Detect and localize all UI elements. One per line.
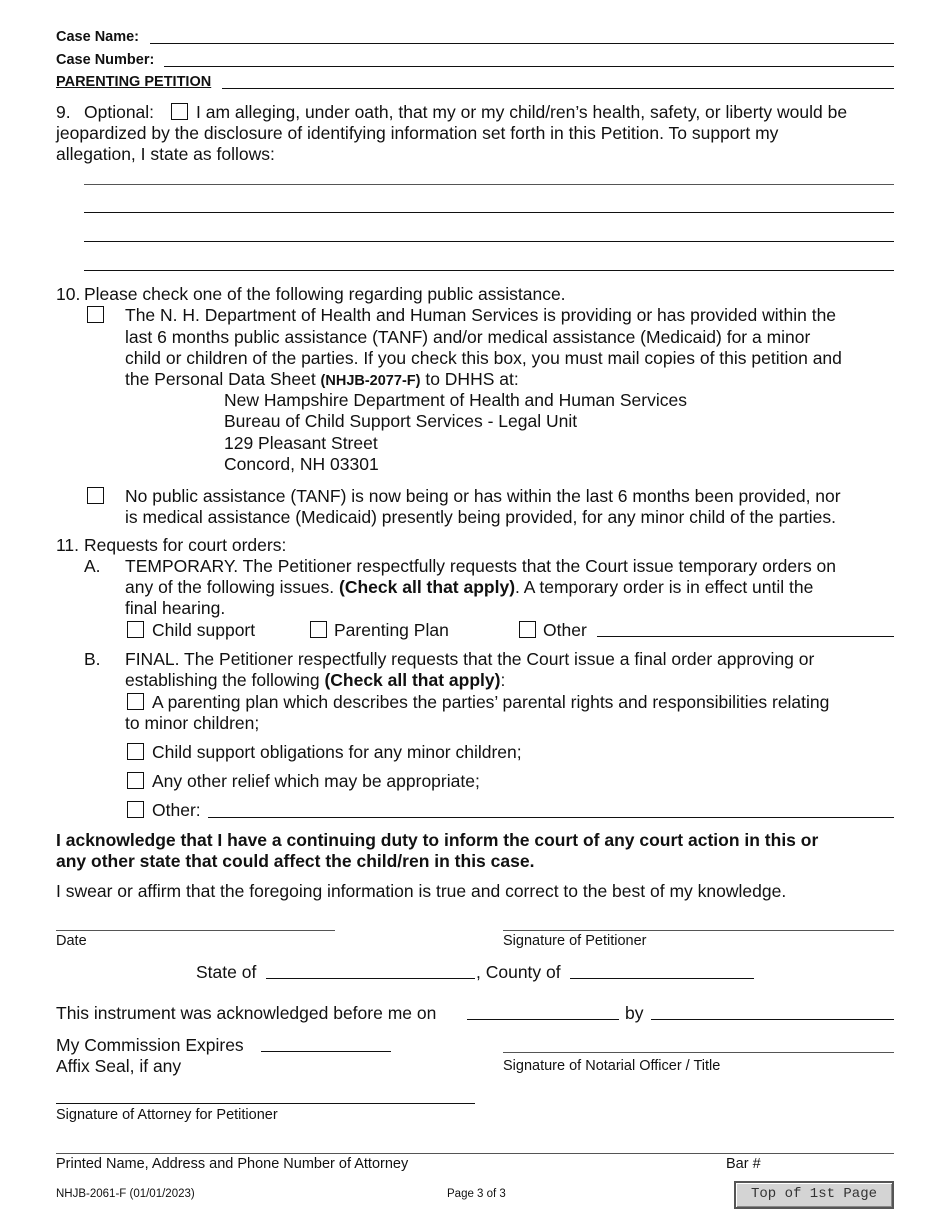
- attorney-signature-label: Signature of Attorney for Petitioner: [56, 1107, 278, 1123]
- item11-b-line2-pre: establishing the following: [125, 670, 325, 690]
- item11-a-line1: TEMPORARY. The Petitioner respectfully requests that the Court issue temporary orders on: [125, 556, 837, 576]
- final-other-field[interactable]: [208, 817, 894, 818]
- item11-b-line2-post: :: [500, 670, 506, 690]
- acknowledged-date-field[interactable]: [467, 1019, 619, 1020]
- case-name-label: Case Name:: [56, 29, 140, 45]
- item9-statement-line1[interactable]: [84, 184, 894, 185]
- county-label: , County of: [476, 962, 561, 982]
- final-other-relief-checkbox[interactable]: [127, 772, 144, 789]
- petitioner-signature-label: Signature of Petitioner: [503, 933, 647, 949]
- item11-b-check-all: (Check all that apply): [324, 670, 501, 690]
- item10-heading: Please check one of the following regarding public assistance.: [84, 284, 566, 304]
- item10-option-a-line4-post: to DHHS at:: [420, 369, 519, 389]
- notary-signature-label: Signature of Notarial Officer / Title: [503, 1058, 721, 1074]
- item9-checkbox[interactable]: [171, 103, 188, 120]
- item10-form-ref: (NHJB-2077-F): [320, 373, 421, 389]
- attorney-printed-name-label: Printed Name, Address and Phone Number of Attorney: [56, 1156, 409, 1172]
- final-parenting-plan-checkbox[interactable]: [127, 693, 144, 710]
- item10-number: 10.: [56, 284, 81, 304]
- commission-expires-label: My Commission Expires: [56, 1035, 244, 1055]
- form-title: PARENTING PETITION: [56, 74, 212, 90]
- page-number: Page 3 of 3: [447, 1188, 506, 1200]
- item9-text-line1: I am alleging, under oath, that my or my child/ren’s health, safety, or liberty would be: [196, 102, 848, 122]
- item11-b-line1: FINAL. The Petitioner respectfully requests that the Court issue a final order approving or: [125, 649, 815, 669]
- final-other-label: Other:: [152, 800, 201, 820]
- item9-statement-line4[interactable]: [84, 270, 894, 271]
- commission-expires-field[interactable]: [261, 1051, 391, 1052]
- item11-b-line2: [125, 669, 505, 691]
- item10-option-b-line2: is medical assistance (Medicaid) presently being provided, for any minor child of the parties.: [125, 507, 837, 527]
- item10-option-a-line4-pre: the Personal Data Sheet: [125, 369, 321, 389]
- acknowledge-line2: any other state that could affect the child/ren in this case.: [56, 851, 535, 871]
- title-rule: [222, 88, 894, 89]
- attorney-printed-name-field[interactable]: [56, 1153, 894, 1154]
- item9-text-line2: jeopardized by the disclosure of identifying information set forth in this Petition. To support my: [56, 123, 779, 143]
- county-field[interactable]: [570, 978, 754, 979]
- form-id: NHJB-2061-F (01/01/2023): [56, 1188, 195, 1200]
- item10-option-a-line2: last 6 months public assistance (TANF) and/or medical assistance (Medicaid) for a minor: [125, 327, 811, 347]
- final-other-relief-label: Any other relief which may be appropriate;: [152, 771, 480, 791]
- temp-parenting-plan-label: Parenting Plan: [334, 620, 449, 640]
- notary-signature-field[interactable]: [503, 1052, 894, 1053]
- item11-a-line2-post: . A temporary order is in effect until the: [515, 577, 814, 597]
- item11-a-letter: A.: [84, 556, 101, 576]
- acknowledged-by-field[interactable]: [651, 1019, 894, 1020]
- final-other-checkbox[interactable]: [127, 801, 144, 818]
- acknowledge-line1: I acknowledge that I have a continuing duty to inform the court of any court action in this or: [56, 830, 819, 850]
- dhhs-address-line2: Bureau of Child Support Services - Legal Unit: [224, 411, 578, 431]
- item11-a-line2: [125, 576, 813, 598]
- item10-option-b-checkbox[interactable]: [87, 487, 104, 504]
- item10-option-b-line1: No public assistance (TANF) is now being or has within the last 6 months been provided, nor: [125, 486, 841, 506]
- temp-parenting-plan-checkbox[interactable]: [310, 621, 327, 638]
- date-label: Date: [56, 933, 87, 949]
- temp-other-field[interactable]: [597, 636, 894, 637]
- item10-option-a-line3: child or children of the parties. If you check this box, you must mail copies of this petition and: [125, 348, 842, 368]
- item9-statement-line2[interactable]: [84, 212, 894, 213]
- item9-number: 9.: [56, 102, 71, 122]
- by-label: by: [625, 1003, 644, 1023]
- state-field[interactable]: [266, 978, 475, 979]
- item9-text-line3: allegation, I state as follows:: [56, 144, 275, 164]
- item10-option-a-line1: The N. H. Department of Health and Human Services is providing or has provided within the: [125, 305, 837, 325]
- state-label: State of: [196, 962, 257, 982]
- final-parenting-plan-line1: A parenting plan which describes the parties’ parental rights and responsibilities relating: [152, 692, 830, 712]
- item10-option-a-checkbox[interactable]: [87, 306, 104, 323]
- item9-optional-label: Optional:: [84, 102, 155, 122]
- attorney-signature-field[interactable]: [56, 1103, 475, 1104]
- temp-child-support-checkbox[interactable]: [127, 621, 144, 638]
- temp-other-label: Other: [543, 620, 587, 640]
- temp-child-support-label: Child support: [152, 620, 256, 640]
- final-child-support-checkbox[interactable]: [127, 743, 144, 760]
- item11-a-line3: final hearing.: [125, 598, 226, 618]
- bar-number-label: Bar #: [726, 1156, 761, 1172]
- final-child-support-label: Child support obligations for any minor children;: [152, 742, 522, 762]
- item9-statement-line3[interactable]: [84, 241, 894, 242]
- top-of-first-page-button[interactable]: Top of 1st Page: [734, 1181, 894, 1209]
- item11-a-line2-pre: any of the following issues.: [125, 577, 340, 597]
- case-name-field[interactable]: [150, 43, 894, 44]
- dhhs-address-line3: 129 Pleasant Street: [224, 433, 378, 453]
- acknowledged-label: This instrument was acknowledged before me on: [56, 1003, 437, 1023]
- item11-number: 11.: [56, 535, 80, 555]
- item11-heading: Requests for court orders:: [84, 535, 287, 555]
- case-number-field[interactable]: [164, 66, 894, 67]
- item11-b-letter: B.: [84, 649, 101, 669]
- date-field[interactable]: [56, 930, 335, 931]
- dhhs-address-line4: Concord, NH 03301: [224, 454, 379, 474]
- petitioner-signature-field[interactable]: [503, 930, 894, 931]
- case-number-label: Case Number:: [56, 52, 155, 68]
- swear-statement: I swear or affirm that the foregoing information is true and correct to the best of my knowledge.: [56, 881, 787, 901]
- item11-a-check-all: (Check all that apply): [339, 577, 516, 597]
- final-parenting-plan-line2: to minor children;: [125, 713, 260, 733]
- dhhs-address-line1: New Hampshire Department of Health and Human Services: [224, 390, 687, 410]
- temp-other-checkbox[interactable]: [519, 621, 536, 638]
- affix-seal-label: Affix Seal, if any: [56, 1056, 182, 1076]
